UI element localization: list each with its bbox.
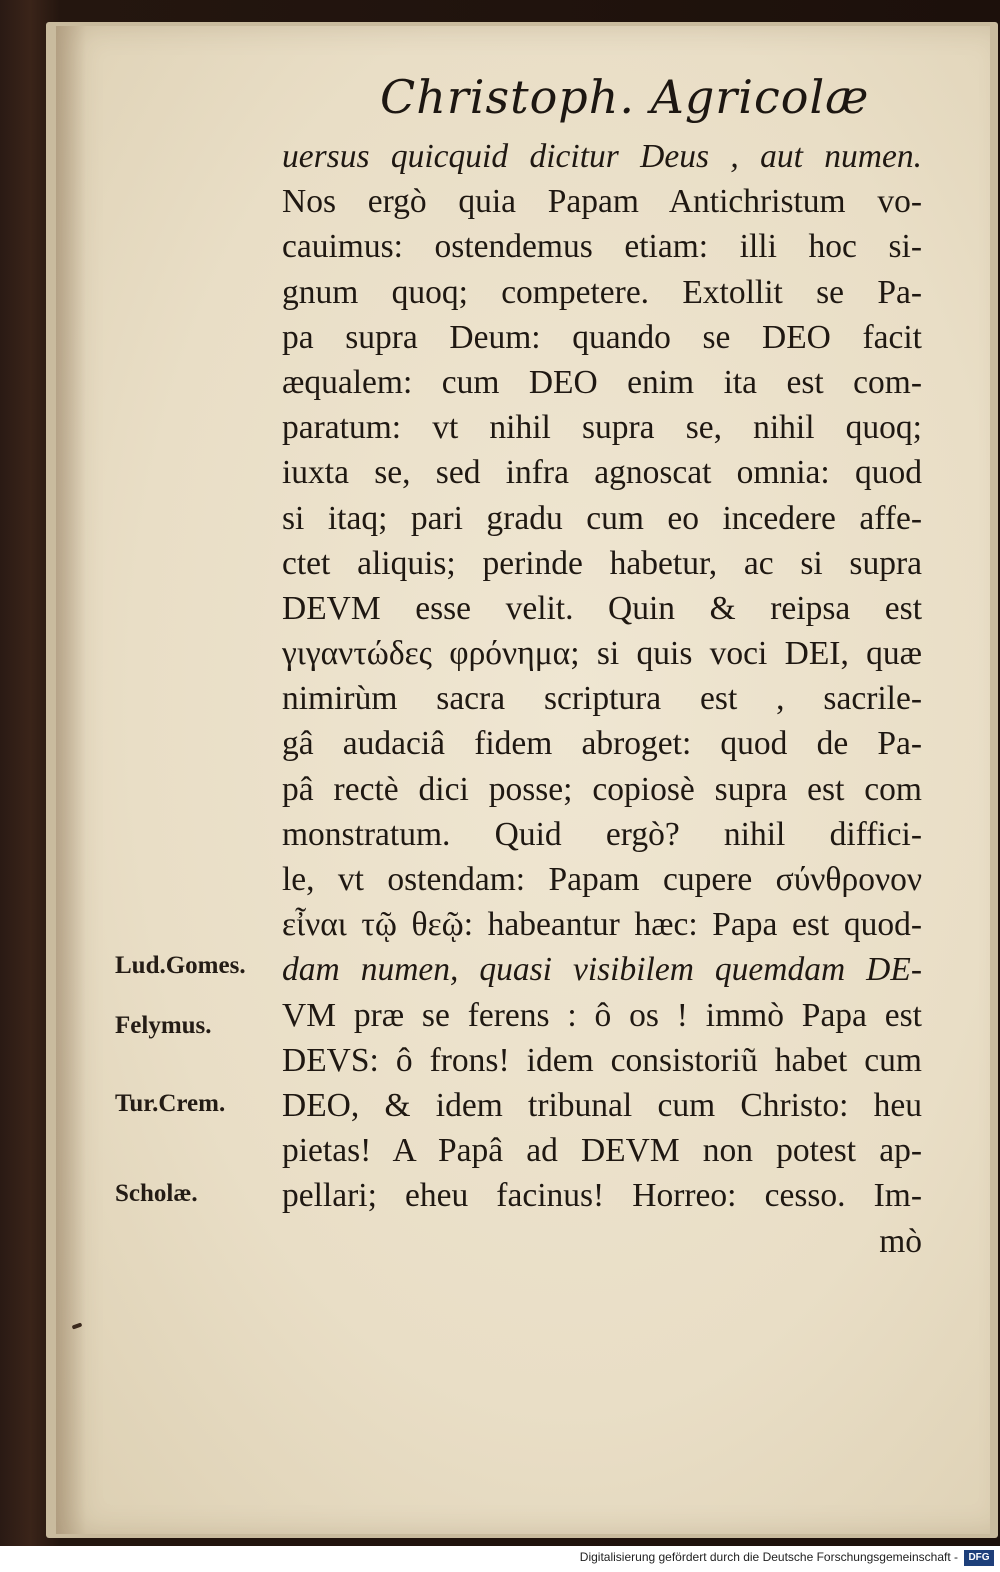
footer-bar (0, 1546, 1000, 1572)
main-text-block (282, 134, 922, 1264)
text-line: DEO, & idem tribunal cum Christo: heu (282, 1086, 922, 1124)
text-line: iuxta se, sed infra agnoscat omnia: quod (282, 454, 922, 492)
text-line: cauimus: ostendemus etiam: illi hoc si- (282, 228, 922, 266)
marginal-note: Felymus. (115, 1012, 212, 1039)
marginal-note: Lud.Gomes. (115, 952, 246, 979)
marginal-note: Scholæ. (115, 1180, 198, 1207)
text-line: nimirùm sacra scriptura est , sacrile- (282, 680, 922, 718)
funding-notice: Digitalisierung gefördert durch die Deutsche Forschungsgemeinschaft - (579, 1550, 958, 1564)
text-line: DEVS: ô frons! idem consistoriũ habet cum (282, 1041, 922, 1079)
text-line: pa supra Deum: quando se DEO facit (282, 318, 922, 356)
text-line: εἶναι τῷ θεῷ: habeantur hæc: Papa est quod- (282, 906, 922, 944)
text-line: gâ audaciâ fidem abroget: quod de Pa- (282, 725, 922, 763)
text-line: si itaq; pari gradu cum eo incedere affe- (282, 499, 922, 537)
text-line: DEVM esse velit. Quin & reipsa est (282, 589, 922, 627)
text-line: pellari; eheu facinus! Horreo: cesso. Im- (282, 1177, 922, 1215)
text-line: pietas! A Papâ ad DEVM non potest ap- (282, 1132, 922, 1170)
text-line: dam numen, quasi visibilem quemdam DE- (282, 951, 922, 989)
text-line: γιγαντώδες φρόνημα; si quis voci DEI, quæ (282, 635, 922, 673)
spine-shadow (56, 26, 86, 1534)
text-line: æqualem: cum DEO enim ita est com- (282, 363, 922, 401)
text-line: gnum quoq; competere. Extollit se Pa- (282, 273, 922, 311)
text-line: le, vt ostendam: Papam cupere σύνθρονον (282, 861, 922, 898)
running-head: Christoph. Agricolæ (380, 70, 870, 124)
marginal-note: Tur.Crem. (115, 1090, 226, 1117)
text-line: pâ rectè dici posse; copiosè supra est com (282, 770, 922, 808)
text-line: ctet aliquis; perinde habetur, ac si supra (282, 544, 922, 582)
text-line: paratum: vt nihil supra se, nihil quoq; (282, 409, 922, 447)
text-line: VM præ se ferens : ô os ! immò Papa est (282, 996, 922, 1034)
text-line: uersus quicquid dicitur Deus , aut numen. (282, 138, 922, 175)
catchword: mò (879, 1222, 922, 1260)
text-line: Nos ergò quia Papam Antichristum vo- (282, 183, 922, 221)
dfg-logo: DFG (964, 1550, 994, 1566)
text-line: monstratum. Quid ergò? nihil diffici- (282, 815, 922, 853)
